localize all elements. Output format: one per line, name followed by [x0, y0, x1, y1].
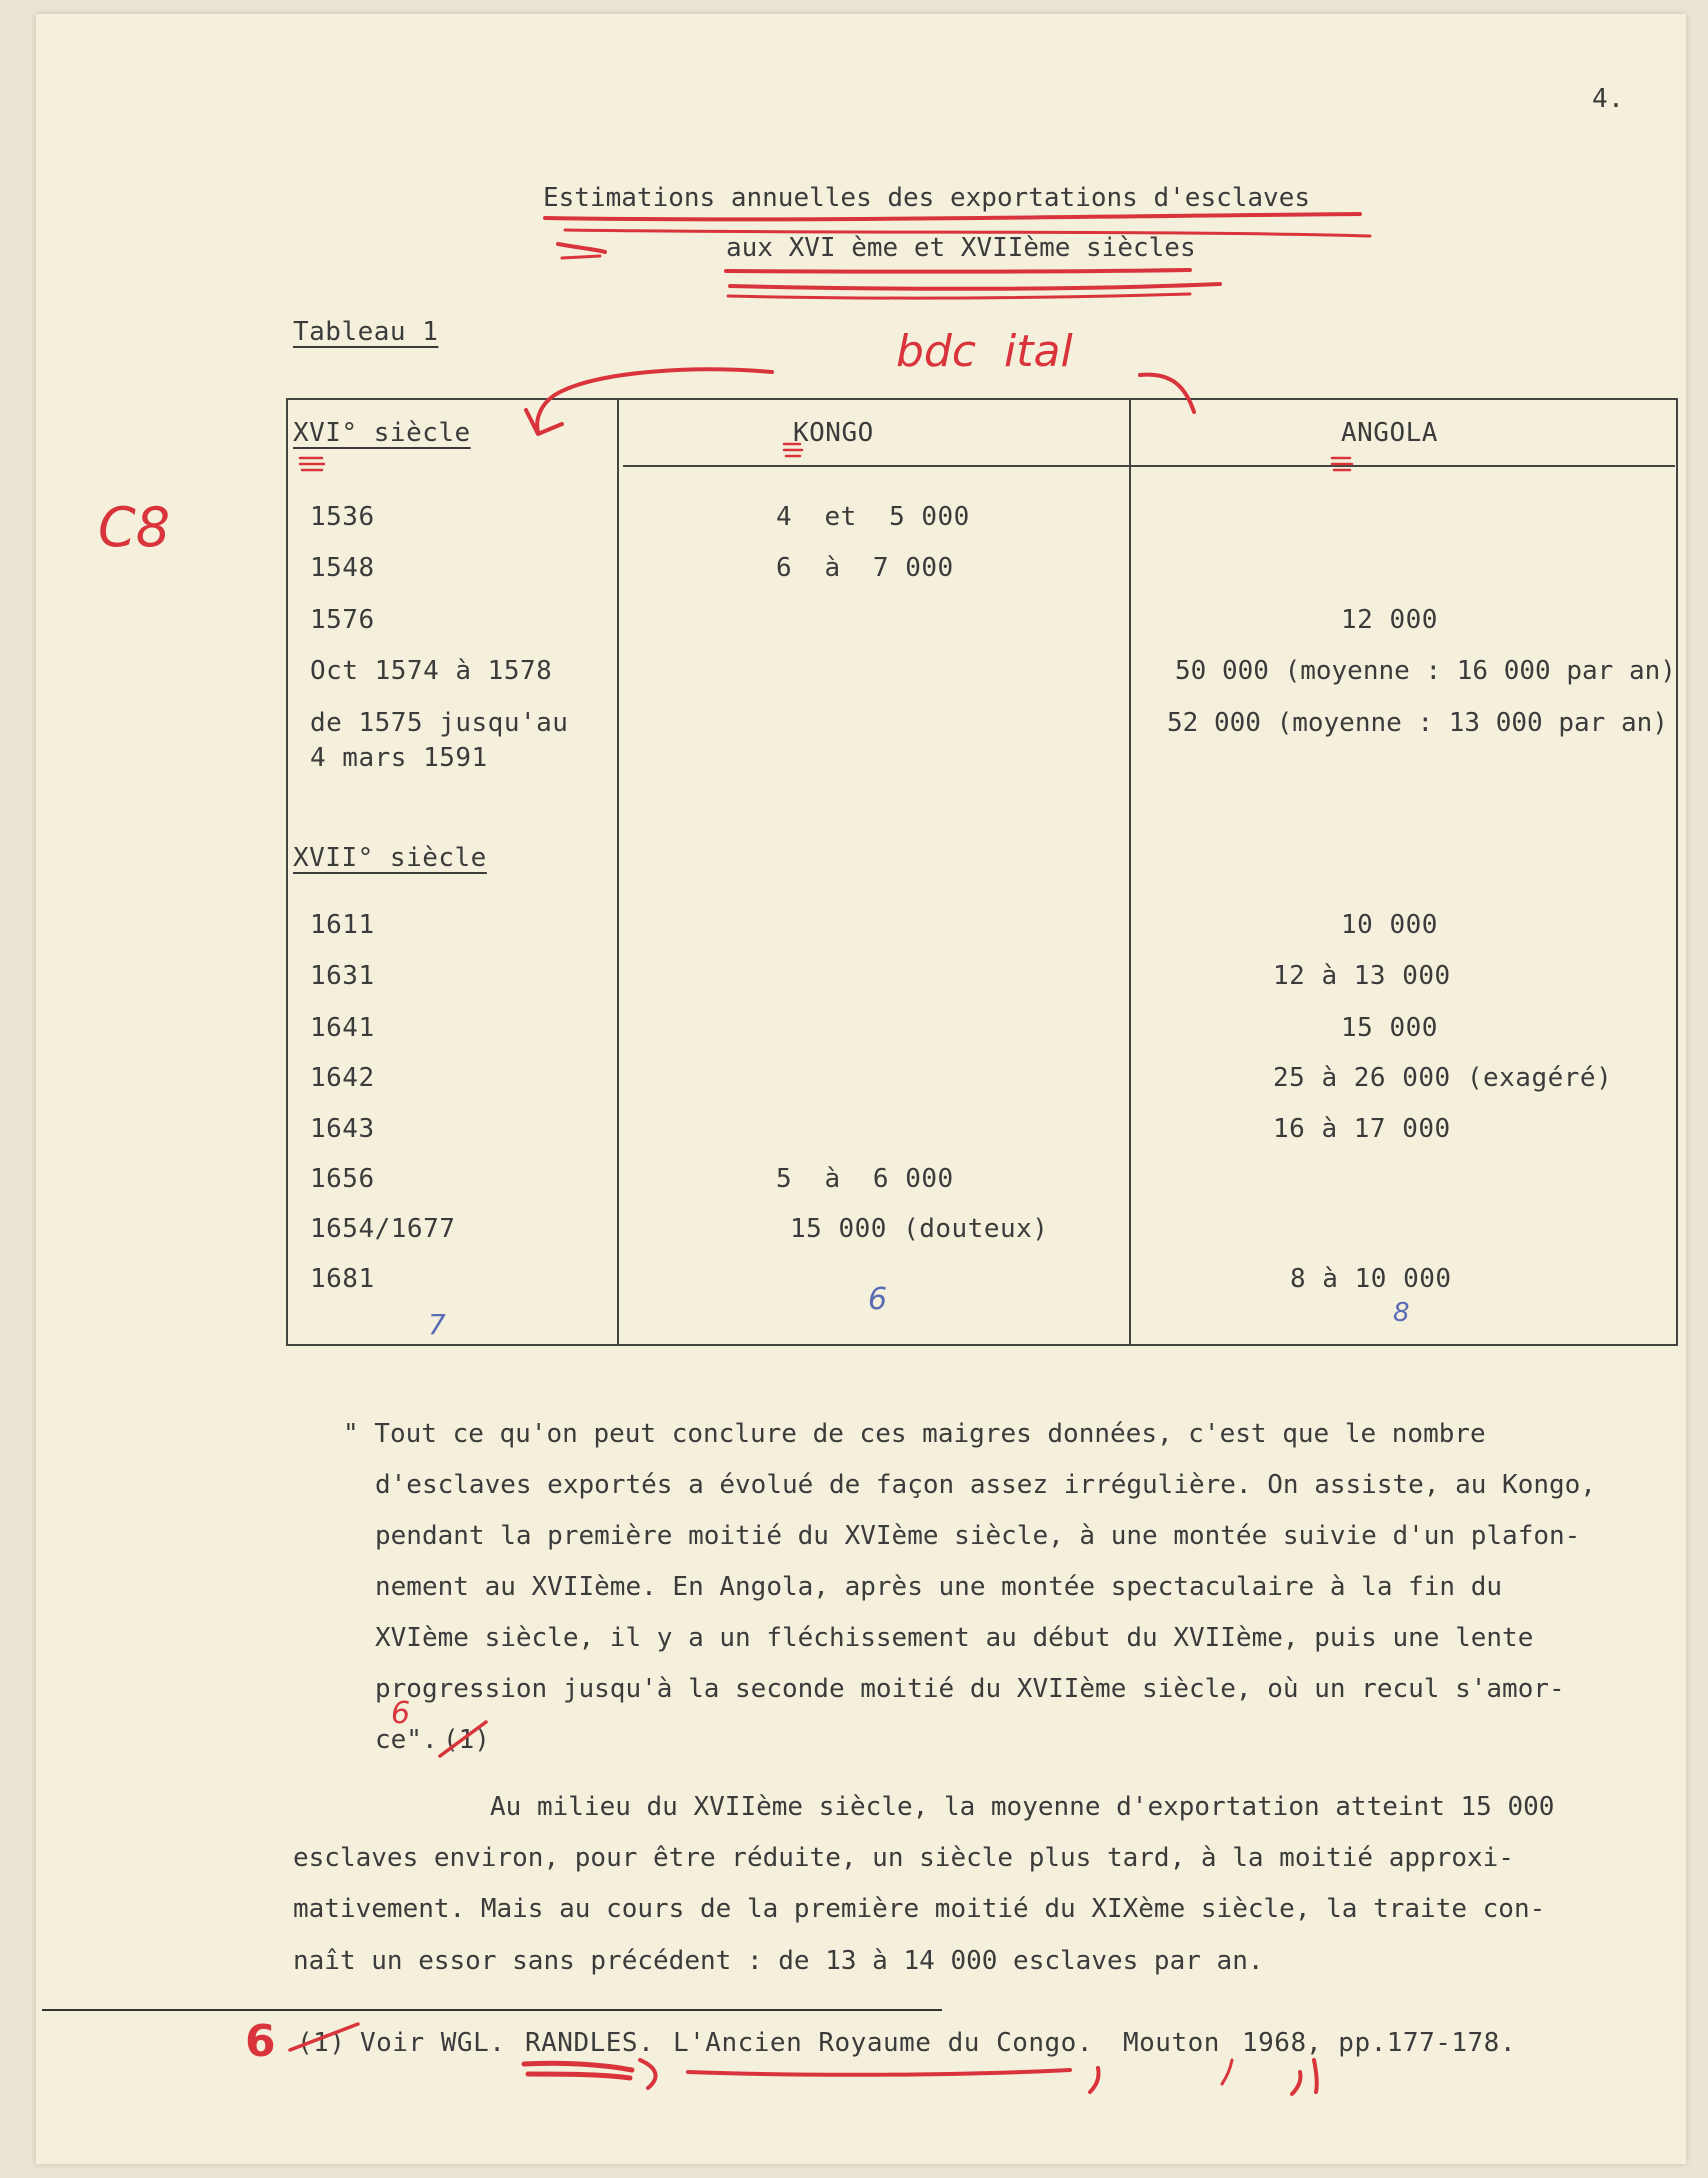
row-kongo: 6 à 7 000 [776, 553, 954, 583]
row-year: Oct 1574 à 1578 [310, 656, 553, 686]
body-line: mativement. Mais au cours de la première moitié du XIXème siècle, la traite con- [293, 1894, 1546, 1924]
row-kongo: 15 000 (douteux) [790, 1214, 1049, 1244]
row-year: 1643 [310, 1114, 375, 1144]
footnote-rule [42, 2009, 942, 2011]
quote-line: pendant la première moitié du XVIème siècle, à une montée suivie d'un plafon- [375, 1521, 1581, 1551]
body-line: naît un essor sans précédent : de 13 à 14 000 esclaves par an. [293, 1946, 1264, 1976]
row-year: 1548 [310, 553, 375, 583]
header-xvi-siecle: XVI° siècle [293, 418, 471, 448]
row-kongo: 5 à 6 000 [776, 1164, 954, 1194]
table-divider-1 [617, 398, 619, 1344]
section-xvii-siecle: XVII° siècle [293, 843, 487, 873]
row-year: 1656 [310, 1164, 375, 1194]
footnote-publisher: Mouton [1123, 2028, 1220, 2058]
row-angola: 25 à 26 000 (exagéré) [1273, 1063, 1613, 1093]
row-year: 1654/1677 [310, 1214, 456, 1244]
footnote-marker: (1) [297, 2028, 346, 2058]
annotation-footnote-6: 6 [245, 2016, 276, 2067]
table-label: Tableau 1 [293, 317, 439, 347]
row-year: 1641 [310, 1013, 375, 1043]
annotation-col-6: 6 [868, 1282, 888, 1317]
annotation-bdc-ital: bdc ital [896, 326, 1073, 377]
quote-line: progression jusqu'à la seconde moitié du XVIIème siècle, où un recul s'amor- [375, 1674, 1565, 1704]
footnote-year: 1968 [1242, 2028, 1307, 2058]
footnote-work: L'Ancien Royaume du Congo. [673, 2028, 1093, 2058]
row-angola: 12 à 13 000 [1273, 961, 1451, 991]
table-divider-2 [1129, 398, 1131, 1344]
quote-line: XVIème siècle, il y a un fléchissement au début du XVIIème, puis une lente [375, 1623, 1534, 1653]
header-kongo: KONGO [793, 418, 874, 448]
row-year: 1681 [310, 1264, 375, 1294]
row-year: 1611 [310, 910, 375, 940]
row-angola: 52 000 (moyenne : 13 000 par an) [1167, 708, 1668, 738]
row-year-cont: 4 mars 1591 [310, 743, 488, 773]
page-number: 4. [1592, 84, 1625, 114]
title-line-2: aux XVI ème et XVIIème siècles [726, 233, 1196, 263]
row-year: 1536 [310, 502, 375, 532]
body-line: esclaves environ, pour être réduite, un siècle plus tard, à la moitié approxi- [293, 1843, 1514, 1873]
row-year: de 1575 jusqu'au [310, 708, 569, 738]
row-year: 1576 [310, 605, 375, 635]
row-angola: 16 à 17 000 [1273, 1114, 1451, 1144]
row-year: 1631 [310, 961, 375, 991]
row-angola: 10 000 [1341, 910, 1438, 940]
header-angola: ANGOLA [1341, 418, 1438, 448]
row-angola: 12 000 [1341, 605, 1438, 635]
row-year: 1642 [310, 1063, 375, 1093]
footnote-voir: Voir WGL. [360, 2028, 506, 2058]
quote-line: ce". [375, 1725, 438, 1755]
row-angola: 50 000 (moyenne : 16 000 par an) [1175, 656, 1676, 686]
quote-footnote-ref: (1) [443, 1725, 490, 1755]
footnote-pages: , pp.177-178. [1306, 2028, 1516, 2058]
row-kongo: 4 et 5 000 [776, 502, 970, 532]
quote-line: " Tout ce qu'on peut conclure de ces maigres données, c'est que le nombre [343, 1419, 1486, 1449]
quote-line: d'esclaves exportés a évolué de façon assez irrégulière. On assiste, au Kongo, [375, 1470, 1596, 1500]
annotation-col-8: 8 [1393, 1298, 1410, 1328]
title-line-1: Estimations annuelles des exportations d'esclaves [543, 183, 1311, 213]
annotation-quote-6: 6 [391, 1696, 411, 1731]
footnote-author: RANDLES. [525, 2028, 655, 2058]
annotation-col-7: 7 [428, 1308, 446, 1341]
body-line: Au milieu du XVIIème siècle, la moyenne d'exportation atteint 15 000 [490, 1792, 1555, 1822]
quote-line: nement au XVIIème. En Angola, après une montée spectaculaire à la fin du [375, 1572, 1503, 1602]
table-header-rule [623, 465, 1675, 467]
row-angola: 8 à 10 000 [1290, 1264, 1452, 1294]
annotation-c8: C8 [98, 496, 171, 559]
table-frame [286, 398, 1678, 1346]
row-angola: 15 000 [1341, 1013, 1438, 1043]
